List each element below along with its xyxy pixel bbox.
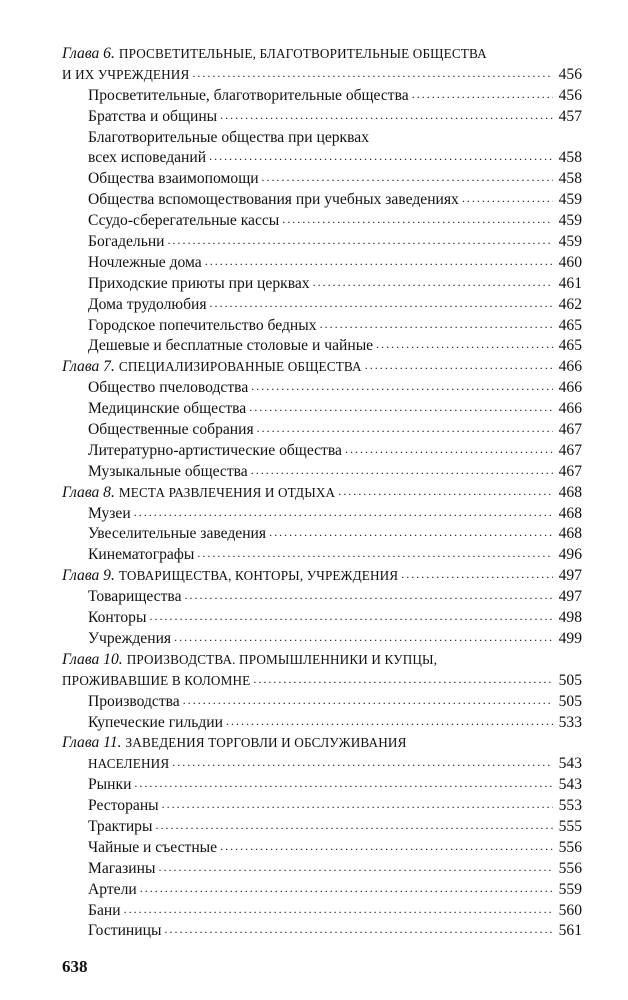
chapter-8-heading bbox=[62, 483, 582, 504]
page-ref: 561 bbox=[558, 922, 582, 940]
entry-title: Музыкальные общества bbox=[88, 462, 248, 480]
toc-entry bbox=[62, 336, 582, 357]
toc-entry bbox=[62, 921, 582, 942]
entry-title: Музеи bbox=[88, 504, 131, 522]
toc-entry bbox=[62, 420, 582, 441]
page-ref: 543 bbox=[558, 776, 582, 794]
leader-dots bbox=[162, 794, 553, 815]
entry-title: Братства и общины bbox=[88, 107, 218, 125]
toc-entry bbox=[62, 524, 582, 545]
toc-entry bbox=[62, 796, 582, 817]
leader-dots bbox=[462, 188, 553, 209]
leader-dots bbox=[174, 627, 553, 648]
entry-title: Общество пчеловодства bbox=[88, 379, 249, 397]
chapter-title-cont: ПРОЖИВАВШИЕ В КОЛОМНЕ bbox=[62, 672, 251, 688]
leader-dots bbox=[282, 209, 553, 230]
entry-title: Дешевые и бесплатные столовые и чайные bbox=[88, 337, 374, 355]
page-ref: 498 bbox=[558, 609, 582, 627]
page-ref: 456 bbox=[558, 65, 582, 83]
toc-entry bbox=[62, 316, 582, 337]
page-ref: 466 bbox=[558, 358, 582, 376]
page-ref: 458 bbox=[558, 170, 582, 188]
leader-dots bbox=[313, 272, 553, 293]
leader-dots bbox=[365, 355, 553, 376]
chapter-label: Глава 8. bbox=[62, 483, 115, 501]
leader-dots bbox=[140, 878, 553, 899]
page-ref: 466 bbox=[558, 379, 582, 397]
entry-title: Литературно-артистические общества bbox=[88, 441, 342, 459]
toc-entry bbox=[62, 274, 582, 295]
leader-dots bbox=[155, 815, 553, 836]
chapter-6-heading bbox=[62, 44, 582, 65]
page-ref: 556 bbox=[558, 859, 582, 877]
page-ref: 559 bbox=[558, 880, 582, 898]
entry-title: Ссудо-сберегательные кассы bbox=[88, 212, 280, 230]
leader-dots bbox=[168, 230, 553, 251]
toc-entry bbox=[62, 504, 582, 525]
entry-title: Богадельни bbox=[88, 233, 165, 251]
page-ref: 468 bbox=[558, 525, 582, 543]
chapter-9-entries bbox=[62, 587, 582, 650]
chapter-7-heading bbox=[62, 357, 582, 378]
page-ref: 468 bbox=[558, 483, 582, 501]
entry-title: Артели bbox=[88, 880, 137, 898]
chapter-title: ЗАВЕДЕНИЯ ТОРГОВЛИ И ОБСЛУЖИВАНИЯ bbox=[125, 735, 407, 751]
chapter-label: Глава 7. bbox=[62, 358, 115, 376]
toc-entry bbox=[62, 901, 582, 922]
leader-dots bbox=[249, 397, 553, 418]
entry-title: Медицинские общества bbox=[88, 400, 247, 418]
leader-dots bbox=[185, 585, 553, 606]
page-ref: 555 bbox=[558, 817, 582, 835]
leader-dots bbox=[158, 857, 553, 878]
toc-entry bbox=[62, 86, 582, 107]
leader-dots bbox=[192, 63, 553, 84]
toc-entry bbox=[62, 295, 582, 316]
chapter-label: Глава 6. bbox=[62, 45, 115, 62]
toc-entry bbox=[62, 838, 582, 859]
leader-dots bbox=[134, 502, 553, 523]
entry-title: Гостиницы bbox=[88, 922, 162, 940]
leader-dots bbox=[345, 439, 553, 460]
toc-entry bbox=[62, 462, 582, 483]
entry-title: Магазины bbox=[88, 859, 156, 877]
page-ref: 465 bbox=[558, 316, 582, 334]
toc-entry bbox=[62, 775, 582, 796]
toc-entry bbox=[62, 399, 582, 420]
toc-entry bbox=[62, 232, 582, 253]
page-ref: 465 bbox=[558, 337, 582, 355]
toc-entry bbox=[62, 629, 582, 650]
toc-entry bbox=[62, 128, 582, 149]
page-ref: 505 bbox=[558, 671, 582, 689]
leader-dots bbox=[134, 773, 553, 794]
page-ref: 533 bbox=[558, 713, 582, 731]
chapter-title: ПРОИЗВОДСТВА. ПРОМЫШЛЕННИКИ И КУПЦЫ, bbox=[126, 651, 438, 667]
leader-dots bbox=[251, 376, 553, 397]
entry-title: Благотворительные общества при церквах bbox=[88, 128, 369, 146]
toc-entry bbox=[62, 545, 582, 566]
entry-title: Трактиры bbox=[88, 817, 153, 835]
toc-entry bbox=[62, 817, 582, 838]
entry-title: Ночлежные дома bbox=[88, 253, 202, 271]
leader-dots bbox=[197, 543, 553, 564]
leader-dots bbox=[205, 251, 553, 272]
entry-title: Учреждения bbox=[88, 629, 172, 647]
toc-entry bbox=[62, 692, 582, 713]
toc-entry bbox=[62, 859, 582, 880]
chapter-title: МЕСТА РАЗВЛЕЧЕНИЯ И ОТДЫХА bbox=[118, 484, 336, 500]
page-ref: 461 bbox=[558, 274, 582, 292]
chapter-title: ПРОСВЕТИТЕЛЬНЫЕ, БЛАГОТВОРИТЕЛЬНЫЕ ОБЩЕСТВА bbox=[118, 46, 487, 61]
leader-dots bbox=[376, 334, 553, 355]
toc-entry bbox=[62, 169, 582, 190]
leader-dots bbox=[262, 167, 553, 188]
chapter-11-entries bbox=[62, 775, 582, 942]
chapter-10-heading-cont bbox=[62, 671, 582, 692]
leader-dots bbox=[320, 314, 553, 335]
chapter-label: Глава 10. bbox=[62, 650, 123, 668]
leader-dots bbox=[401, 564, 553, 585]
leader-dots bbox=[210, 293, 553, 314]
chapter-6-entries bbox=[62, 86, 582, 358]
leader-dots bbox=[251, 460, 553, 481]
leader-dots bbox=[338, 481, 553, 502]
page-ref: 499 bbox=[558, 629, 582, 647]
entry-title: Конторы bbox=[88, 609, 147, 627]
leader-dots bbox=[226, 711, 553, 732]
toc-entry bbox=[62, 608, 582, 629]
chapter-label: Глава 11. bbox=[62, 734, 122, 752]
leader-dots bbox=[253, 669, 553, 690]
page-ref: 466 bbox=[558, 400, 582, 418]
toc-entry bbox=[62, 107, 582, 128]
leader-dots bbox=[269, 522, 553, 543]
toc-entry bbox=[62, 713, 582, 734]
chapter-9-heading bbox=[62, 566, 582, 587]
entry-title: Чайные и съестные bbox=[88, 838, 218, 856]
leader-dots bbox=[220, 836, 553, 857]
entry-title: Дома трудолюбия bbox=[88, 295, 207, 313]
page-ref: 460 bbox=[558, 253, 582, 271]
page-ref: 467 bbox=[558, 421, 582, 439]
entry-title: Товарищества bbox=[88, 588, 182, 606]
entry-title: Городское попечительство бедных bbox=[88, 316, 317, 334]
page-ref: 556 bbox=[558, 838, 582, 856]
chapter-6-heading-cont bbox=[62, 65, 582, 86]
leader-dots bbox=[172, 752, 553, 773]
chapter-title: СПЕЦИАЛИЗИРОВАННЫЕ ОБЩЕСТВА bbox=[118, 359, 362, 375]
toc-entry bbox=[62, 253, 582, 274]
page-ref: 462 bbox=[558, 295, 582, 313]
entry-title: Купеческие гильдии bbox=[88, 713, 223, 731]
leader-dots bbox=[124, 899, 553, 920]
toc-entry bbox=[62, 378, 582, 399]
toc-entry bbox=[62, 211, 582, 232]
leader-dots bbox=[220, 105, 553, 126]
chapter-8-entries bbox=[62, 504, 582, 567]
page-ref: 497 bbox=[558, 567, 582, 585]
leader-dots bbox=[164, 919, 553, 940]
page-ref: 456 bbox=[558, 86, 582, 104]
page-ref: 459 bbox=[558, 191, 582, 209]
toc-entry bbox=[62, 880, 582, 901]
leader-dots bbox=[209, 146, 553, 167]
entry-title: Общественные собрания bbox=[88, 421, 254, 439]
entry-title: Бани bbox=[88, 901, 121, 919]
leader-dots bbox=[183, 690, 553, 711]
page-ref: 459 bbox=[558, 233, 582, 251]
leader-dots bbox=[149, 606, 553, 627]
entry-title: Кинематографы bbox=[88, 546, 195, 564]
leader-dots bbox=[412, 84, 553, 105]
toc-entry bbox=[62, 441, 582, 462]
entry-title: Производства bbox=[88, 692, 180, 710]
entry-title: Увеселительные заведения bbox=[88, 525, 267, 543]
chapter-title: ТОВАРИЩЕСТВА, КОНТОРЫ, УЧРЕЖДЕНИЯ bbox=[118, 568, 399, 584]
chapter-7-entries bbox=[62, 378, 582, 482]
toc-entry bbox=[62, 148, 582, 169]
page-ref: 458 bbox=[558, 149, 582, 167]
entry-title: Общества взаимопомощи bbox=[88, 170, 259, 188]
entry-title: Рынки bbox=[88, 776, 132, 794]
page-ref: 468 bbox=[558, 504, 582, 522]
entry-title: Общества вспомоществования при учебных заведениях bbox=[88, 191, 459, 209]
page-ref: 497 bbox=[558, 588, 582, 606]
page-ref: 505 bbox=[558, 692, 582, 710]
chapter-title-cont: НАСЕЛЕНИЯ bbox=[88, 756, 170, 772]
chapter-10-heading bbox=[62, 650, 582, 671]
toc-entry bbox=[62, 190, 582, 211]
chapter-label: Глава 9. bbox=[62, 567, 115, 585]
table-of-contents bbox=[62, 44, 582, 942]
chapter-11-heading-cont bbox=[62, 754, 582, 775]
page-number: 638 bbox=[62, 957, 88, 976]
chapter-11-heading bbox=[62, 733, 582, 754]
page-ref: 496 bbox=[558, 546, 582, 564]
chapter-title-cont: И ИХ УЧРЕЖДЕНИЯ bbox=[62, 66, 190, 82]
entry-title: всех исповеданий bbox=[88, 149, 207, 167]
page-ref: 553 bbox=[558, 797, 582, 815]
leader-dots bbox=[257, 418, 553, 439]
entry-title: Приходские приюты при церквах bbox=[88, 274, 310, 292]
page-ref: 467 bbox=[558, 441, 582, 459]
page-ref: 459 bbox=[558, 212, 582, 230]
entry-title: Просветительные, благотворительные общества bbox=[88, 86, 409, 104]
toc-entry bbox=[62, 587, 582, 608]
page-ref: 543 bbox=[558, 755, 582, 773]
page-ref: 457 bbox=[558, 107, 582, 125]
page-ref: 467 bbox=[558, 462, 582, 480]
chapter-10-entries bbox=[62, 692, 582, 734]
page-ref: 560 bbox=[558, 901, 582, 919]
entry-title: Рестораны bbox=[88, 797, 159, 815]
